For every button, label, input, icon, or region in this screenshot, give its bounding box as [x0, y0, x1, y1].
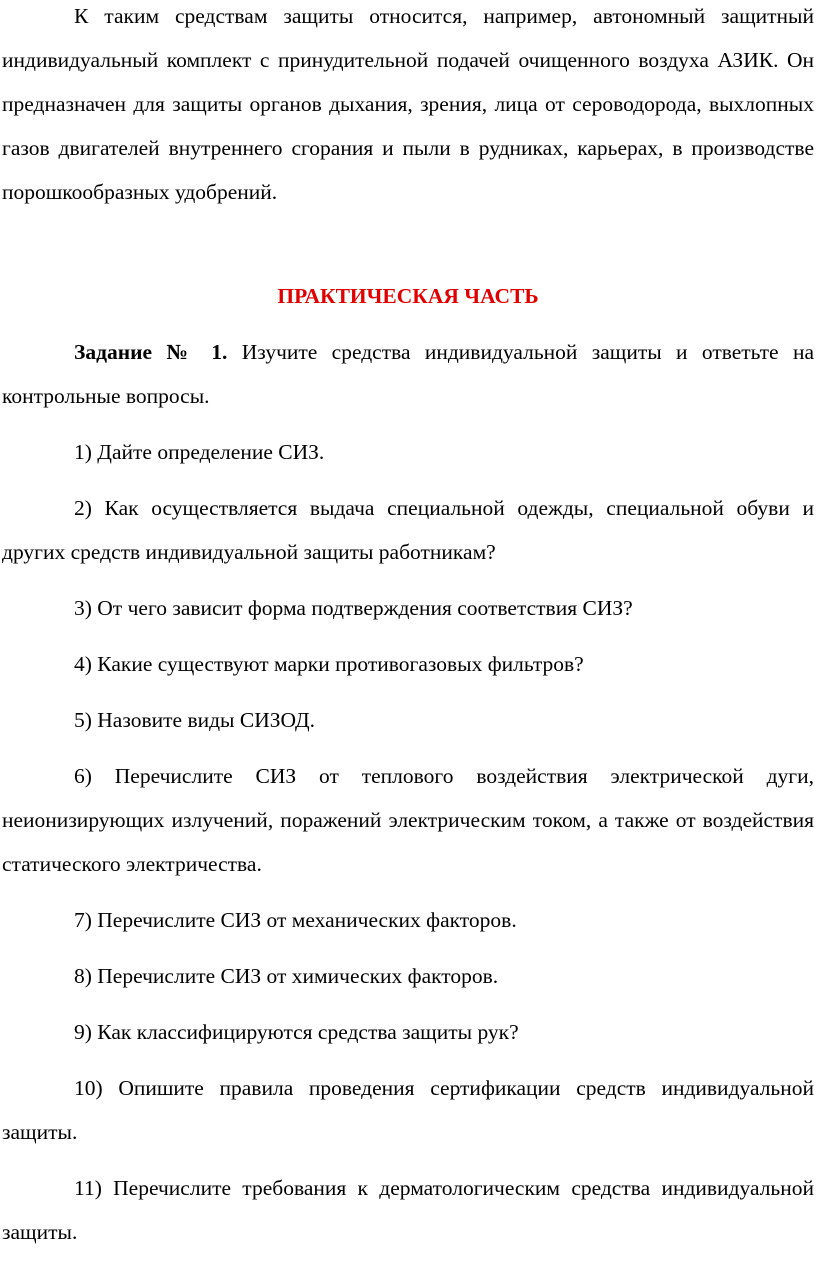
question-3: 3) От чего зависит форма подтверждения соответствия СИЗ?: [74, 596, 633, 620]
section-heading: ПРАКТИЧЕСКАЯ ЧАСТЬ: [277, 284, 539, 308]
question-8: 8) Перечислите СИЗ от химических факторов.: [74, 964, 499, 988]
task-label: Задание № 1.: [74, 340, 228, 364]
intro-paragraph: К таким средствам защиты относится, например, автономный защитный индивидуальный комплект с принудительной подачей очищенного воздуха АЗИК. Он предназначен для защиты органов дыхания, зрения, лица от сероводорода, выхлопных газов двигателей внутреннего сгорания и пыли в рудниках, карьерах, в производстве порошкообразных удобрений.: [2, 4, 814, 204]
question-7: 7) Перечислите СИЗ от механических факторов.: [74, 908, 517, 932]
question-6: 6) Перечислите СИЗ от теплового воздействия электрической дуги, неионизирующих излучений, поражений электрическим током, а также от воздействия статического электричества.: [2, 764, 814, 876]
question-10: 10) Опишите правила проведения сертификации средств индивидуальной защиты.: [2, 1076, 814, 1144]
question-1: 1) Дайте определение СИЗ.: [74, 440, 325, 464]
task-paragraph: [2, 330, 814, 418]
question-9: 9) Как классифицируются средства защиты рук?: [74, 1020, 519, 1044]
question-4: 4) Какие существуют марки противогазовых фильтров?: [74, 652, 584, 676]
question-2: 2) Как осуществляется выдача специальной одежды, специальной обуви и других средств индивидуальной защиты работникам?: [2, 496, 814, 564]
question-5: 5) Назовите виды СИЗОД.: [74, 708, 315, 732]
question-11: 11) Перечислите требования к дерматологическим средства индивидуальной защиты.: [2, 1176, 814, 1244]
task-text: Изучите средства индивидуальной защиты и ответьте на контрольные вопросы.: [2, 340, 814, 408]
